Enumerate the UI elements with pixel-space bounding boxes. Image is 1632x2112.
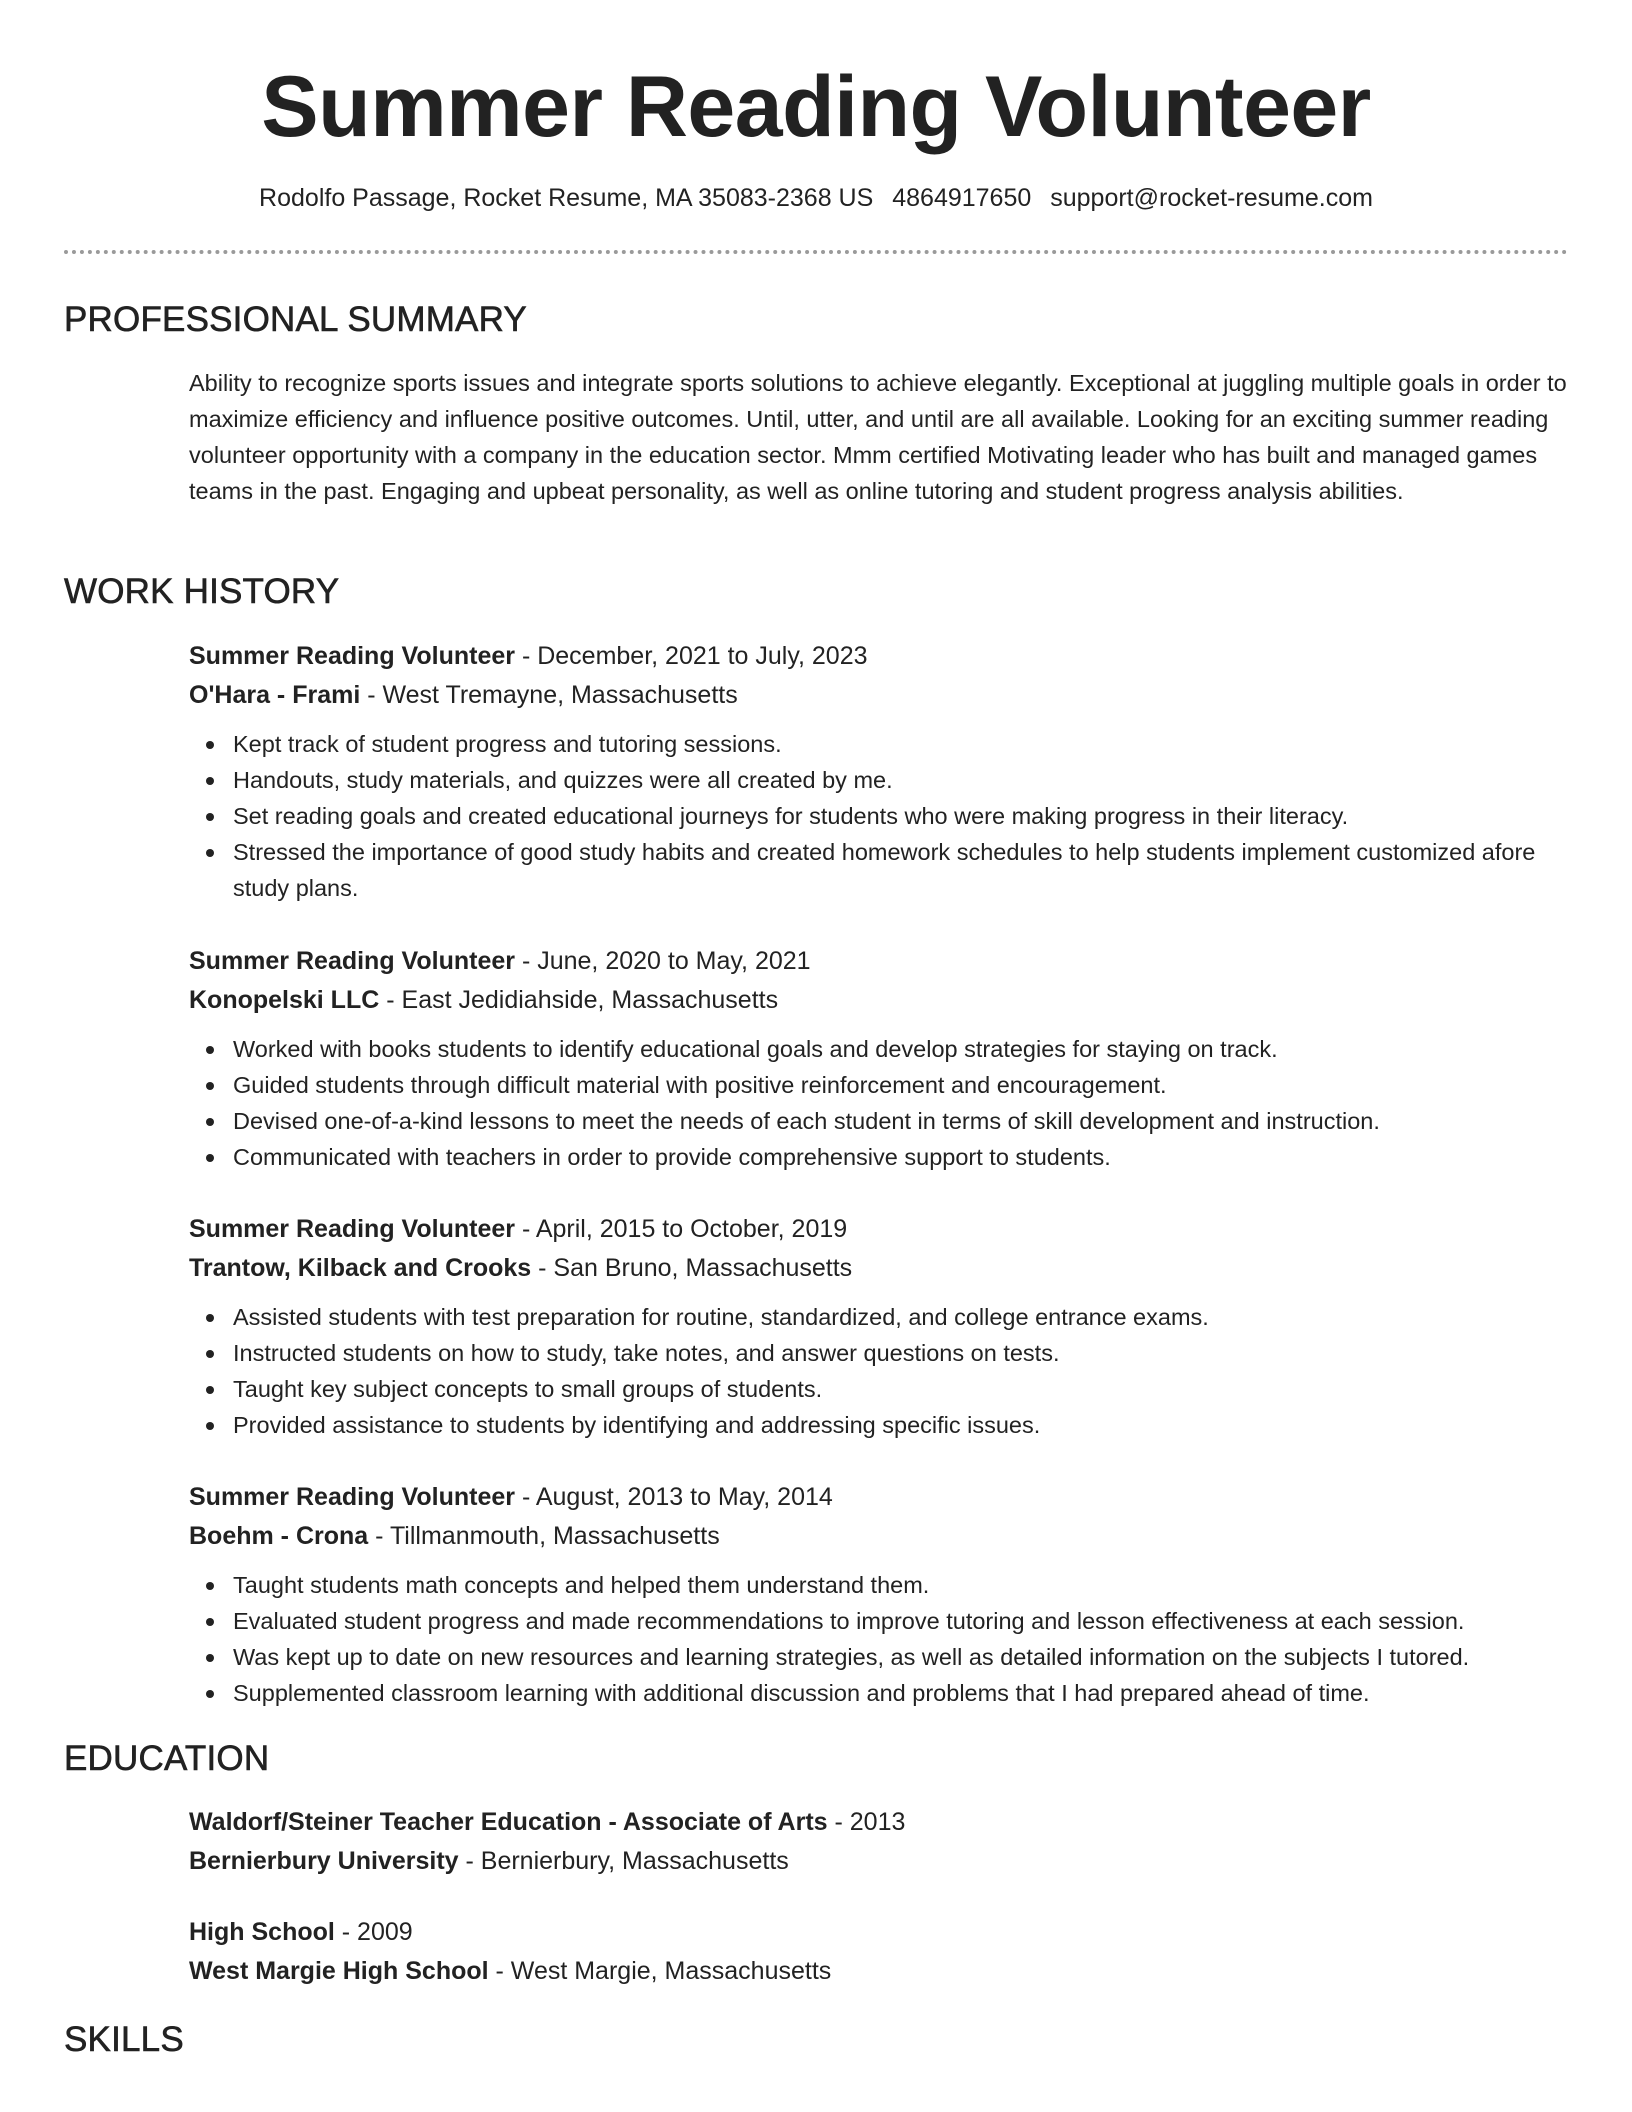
list-item: Set reading goals and created educational journeys for students who were making progress in their literacy. [189,798,1569,834]
job-title: Summer Reading Volunteer [189,1215,515,1243]
list-item: Worked with books students to identify educational goals and develop strategies for staying on track. [189,1031,1569,1067]
list-item: Instructed students on how to study, take notes, and answer questions on tests. [189,1335,1569,1371]
job-company: Trantow, Kilback and Crooks [189,1254,532,1282]
job-title-line [189,636,1569,676]
summary-text: Ability to recognize sports issues and integrate sports solutions to achieve elegantly. Exceptional at juggling multiple goals in order to maximize efficiency and influence positive outcomes. Until, utter, and until are all available. Looking for an exciting summer reading volunteer opportunity with a company in the education sector. Mmm certified Motivating leader who has built and managed games teams in the past. Engaging and upbeat personality, as well as online tutoring and student progress analysis abilities. [189,370,1567,504]
education-degree-line [189,1912,1569,1952]
list-item: Kept track of student progress and tutoring sessions. [189,726,1569,762]
bullet-icon [206,1422,214,1430]
job-title-line [189,941,1569,981]
education-location: - West Margie, Massachusetts [488,1957,832,1985]
list-item: Was kept up to date on new resources and learning strategies, as well as detailed information on the subjects I tutored. [189,1639,1569,1675]
section-title-education: EDUCATION [64,1739,270,1778]
section-title-skills: SKILLS [64,2020,184,2059]
bullet-icon [206,1690,214,1698]
bullet-icon [206,1618,214,1626]
list-item: Taught key subject concepts to small groups of students. [189,1371,1569,1407]
bullet-icon [206,813,214,821]
list-item: Guided students through difficult material with positive reinforcement and encouragement. [189,1067,1569,1103]
bullet-icon [206,1046,214,1054]
bullet-icon [206,1582,214,1590]
list-item: Devised one-of-a-kind lessons to meet the needs of each student in terms of skill development and instruction. [189,1103,1569,1139]
job-location: - Tillmanmouth, Massachusetts [368,1522,720,1550]
job-entry [189,636,1569,906]
education-school: West Margie High School [189,1957,489,1985]
bullet-icon [206,777,214,785]
job-company: Konopelski LLC [189,986,380,1014]
job-bullets [189,726,1569,906]
education-degree-line [189,1802,1569,1842]
job-location: - East Jedidiahside, Massachusetts [379,986,779,1014]
job-title-line [189,1209,1569,1249]
education-degree: High School [189,1918,335,1946]
contact-info [0,180,1632,216]
job-bullets [189,1031,1569,1175]
job-company-line [189,1516,1569,1556]
job-dates: - June, 2020 to May, 2021 [515,947,811,975]
job-entry [189,1209,1569,1443]
job-company-line [189,1248,1569,1288]
job-company-line [189,675,1569,715]
job-company-line [189,980,1569,1020]
bullet-icon [206,1386,214,1394]
education-school-line [189,1841,1569,1881]
bullet-icon [206,849,214,857]
education-school-line [189,1951,1569,1991]
job-title-line [189,1477,1569,1517]
list-item: Supplemented classroom learning with additional discussion and problems that I had prepared ahead of time. [189,1675,1569,1711]
job-entry [189,941,1569,1175]
bullet-icon [206,1082,214,1090]
job-bullets [189,1299,1569,1443]
header-divider [64,250,1568,254]
list-item: Evaluated student progress and made recommendations to improve tutoring and lesson effectiveness at each session. [189,1603,1569,1639]
list-item: Assisted students with test preparation for routine, standardized, and college entrance exams. [189,1299,1569,1335]
job-dates: - August, 2013 to May, 2014 [515,1483,833,1511]
resume-name: Summer Reading Volunteer [261,59,1371,155]
education-year: - 2009 [334,1918,413,1946]
education-location: - Bernierbury, Massachusetts [458,1847,789,1875]
education-school: Bernierbury University [189,1847,459,1875]
education-degree: Waldorf/Steiner Teacher Education - Associate of Arts [189,1808,828,1836]
bullet-icon [206,1154,214,1162]
job-title: Summer Reading Volunteer [189,1483,515,1511]
section-title-work-history: WORK HISTORY [64,572,340,611]
bullet-icon [206,1118,214,1126]
bullet-icon [206,741,214,749]
job-location: - West Tremayne, Massachusetts [360,681,738,709]
bullet-icon [206,1314,214,1322]
education-entry [189,1912,1569,1991]
job-dates: - April, 2015 to October, 2019 [515,1215,848,1243]
list-item: Provided assistance to students by identifying and addressing specific issues. [189,1407,1569,1443]
job-bullets [189,1567,1569,1711]
education-year: - 2013 [827,1808,906,1836]
job-location: - San Bruno, Massachusetts [531,1254,853,1282]
contact-address: Rodolfo Passage, Rocket Resume, MA 35083-2368 US [259,184,874,212]
job-title: Summer Reading Volunteer [189,642,515,670]
section-title-summary: PROFESSIONAL SUMMARY [64,300,527,339]
job-title: Summer Reading Volunteer [189,947,515,975]
bullet-icon [206,1350,214,1358]
job-entry [189,1477,1569,1711]
job-company: Boehm - Crona [189,1522,369,1550]
bullet-icon [206,1654,214,1662]
job-company: O'Hara - Frami [189,681,361,709]
contact-email: support@rocket-resume.com [1050,184,1373,212]
contact-phone: 4864917650 [892,184,1032,212]
education-entry [189,1802,1569,1881]
list-item: Communicated with teachers in order to provide comprehensive support to students. [189,1139,1569,1175]
list-item: Taught students math concepts and helped them understand them. [189,1567,1569,1603]
list-item: Handouts, study materials, and quizzes were all created by me. [189,762,1569,798]
list-item: Stressed the importance of good study habits and created homework schedules to help students implement customized afore study plans. [189,834,1569,906]
job-dates: - December, 2021 to July, 2023 [515,642,868,670]
